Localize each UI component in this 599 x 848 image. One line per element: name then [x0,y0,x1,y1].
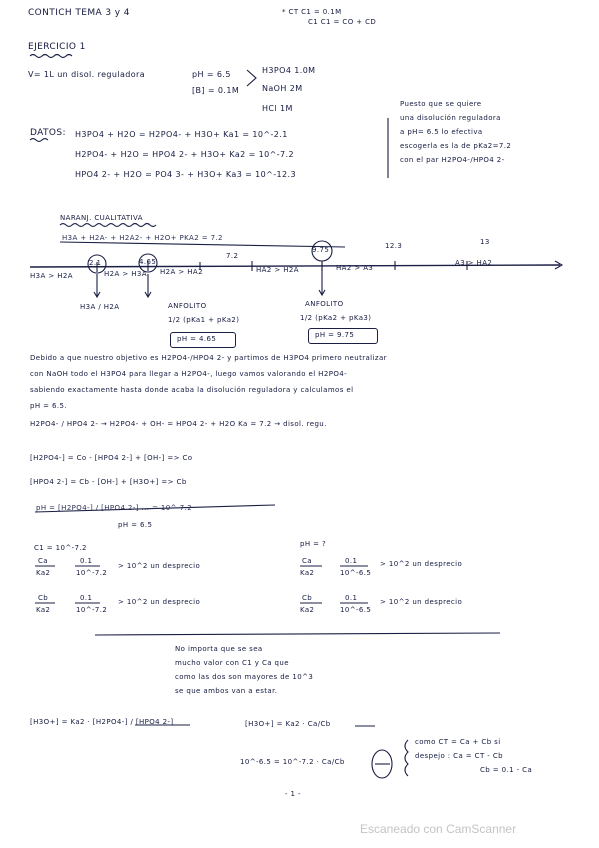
diagram-label-1: H3A / H2A [80,303,120,311]
region-2: H2A > H3A [104,270,147,278]
tick-12-3: 12.3 [385,242,403,250]
region-3: H2A > HA2 [160,268,203,276]
note-line-1: No importa que se sea [175,645,263,653]
side-note-1: Puesto que se quiere [400,100,482,108]
r1-result: > 10^2 un desprecio [380,560,463,568]
formula-2: 1/2 (pKa2 + pKa3) [300,314,372,322]
tick-9-75: 9.75 [312,246,330,254]
l1-result: > 10^2 un desprecio [118,562,201,570]
l1-num2: 0.1 [80,557,93,565]
page-header-title: CONTICH TEMA 3 y 4 [28,8,130,18]
final-note-3: Cb = 0.1 - Ca [480,766,533,774]
tick-4-65: 4.65 [139,258,157,266]
diagram-label-3: ANFOLITO [305,300,344,308]
balance-2: [HPO4 2-] = Cb - [OH-] + [H3O+] => Cb [30,478,187,486]
header-note-1: * CT C1 = 0.1M [282,8,342,16]
r2-den: Ka2 [300,606,315,614]
r2-num2: 0.1 [345,594,358,602]
given-ph: pH = 6.5 [192,70,231,79]
side-note-2: una disolución reguladora [400,114,501,122]
reaction-line: H2PO4- / HPO4 2- → H2PO4- + OH- = HPO4 2- + H2O Ka = 7.2 → disol. regu. [30,420,327,428]
region-4: HA2 > H2A [256,266,299,274]
formula-1: 1/2 (pKa1 + pKa2) [168,316,240,324]
note-line-2: mucho valor con C1 y Ca que [175,659,289,667]
l1-num: Ca [38,557,48,565]
side-note-5: con el par H2PO4-/HPO4 2- [400,156,505,164]
note-line-4: se que ambos van a estar. [175,687,278,695]
paragraph-line-4: pH = 6.5. [30,402,67,410]
l2-num2: 0.1 [80,594,93,602]
paragraph-line-3: sabiendo exactamente hasta donde acaba la disolución reguladora y calculamos el [30,386,354,394]
region-5: HA2 > A3 [336,264,374,272]
diagram-title: NARANJ. CUALITATIVA [60,214,143,222]
paragraph-line-1: Debido a que nuestro objetivo es H2PO4-/HPO4 2- y partimos de H3PO4 primero neutralizar [30,354,387,362]
result-box-1 [170,332,236,348]
r1-den: Ka2 [300,569,315,577]
species-2: NaOH 2M [262,84,303,93]
side-note-4: escogerla es la de pKa2=7.2 [400,142,512,150]
checks-right-title: pH = ? [300,540,327,548]
struck-line: pH = [H2PO4-] / [HPO4 2-] ... = 10^-7.2 [36,504,193,512]
tick-13: 13 [480,238,490,246]
result-box-2 [308,328,378,344]
equilibrium-1: H3PO4 + H2O = H2PO4- + H3O+ Ka1 = 10^-2.1 [75,130,288,139]
tick-7-2: 7.2 [226,252,239,260]
species-1: H3PO4 1.0M [262,66,316,75]
l2-den: Ka2 [36,606,51,614]
r1-num: Ca [302,557,312,565]
tick-2-1: 2.1 [89,259,102,267]
final-eq: [H3O+] = Ka2 · [H2PO4-] / [HPO4 2-] [30,718,174,726]
struck-subline: pH = 6.5 [118,521,153,529]
diagram-label-2: ANFOLITO [168,302,207,310]
region-6: A3 > HA2 [455,259,493,267]
side-note-3: a pH= 6.5 lo efectiva [400,128,483,136]
l2-result: > 10^2 un desprecio [118,598,201,606]
diagram-struck-line: H3A + H2A- + H2A2- + H2O+ PKA2 = 7.2 [62,234,223,242]
equilibrium-3: HPO4 2- + H2O = PO4 3- + H3O+ Ka3 = 10^-12.3 [75,170,296,179]
equilibrium-2: H2PO4- + H2O = HPO4 2- + H3O+ Ka2 = 10^-7.2 [75,150,294,159]
r1-num2: 0.1 [345,557,358,565]
l2-num: Cb [38,594,49,602]
final-note-2: despejo : Ca = CT - Cb [415,752,503,760]
camscanner-watermark: Escaneado con CamScanner [360,822,517,836]
checks-left-title: C1 = 10^-7.2 [34,544,87,552]
l1-den2: 10^-7.2 [76,569,108,577]
result-box-1-text: pH = 4.65 [177,335,217,343]
note-line-3: como las dos son mayores de 10^3 [175,673,314,681]
exercise-title: EJERCICIO 1 [28,42,86,52]
balance-1: [H2PO4-] = Co - [HPO4 2-] + [OH-] => Co [30,454,193,462]
result-box-2-text: pH = 9.75 [315,331,355,339]
l1-den: Ka2 [36,569,51,577]
final-eq-2: [H3O+] = Ka2 · Ca/Cb [245,720,331,728]
datos-label: DATOS: [30,128,66,138]
r2-den2: 10^-6.5 [340,606,372,614]
region-1: H3A > H2A [30,272,73,280]
final-eq-3: 10^-6.5 = 10^-7.2 · Ca/Cb [240,758,345,766]
page-number: - 1 - [285,790,301,798]
l2-den2: 10^-7.2 [76,606,108,614]
r2-num: Cb [302,594,313,602]
r1-den2: 10^-6.5 [340,569,372,577]
paragraph-line-2: con NaOH todo el H3PO4 para llegar a H2PO4-, luego vamos valorando el H2PO4- [30,370,348,378]
r2-result: > 10^2 un desprecio [380,598,463,606]
given-conc: [B] = 0.1M [192,86,240,95]
species-3: HCl 1M [262,104,293,113]
given-statement: V= 1L un disol. reguladora [28,70,146,79]
final-note-1: como CT = Ca + Cb si [415,738,501,746]
header-note-2: C1 C1 = CO + CD [308,18,377,26]
